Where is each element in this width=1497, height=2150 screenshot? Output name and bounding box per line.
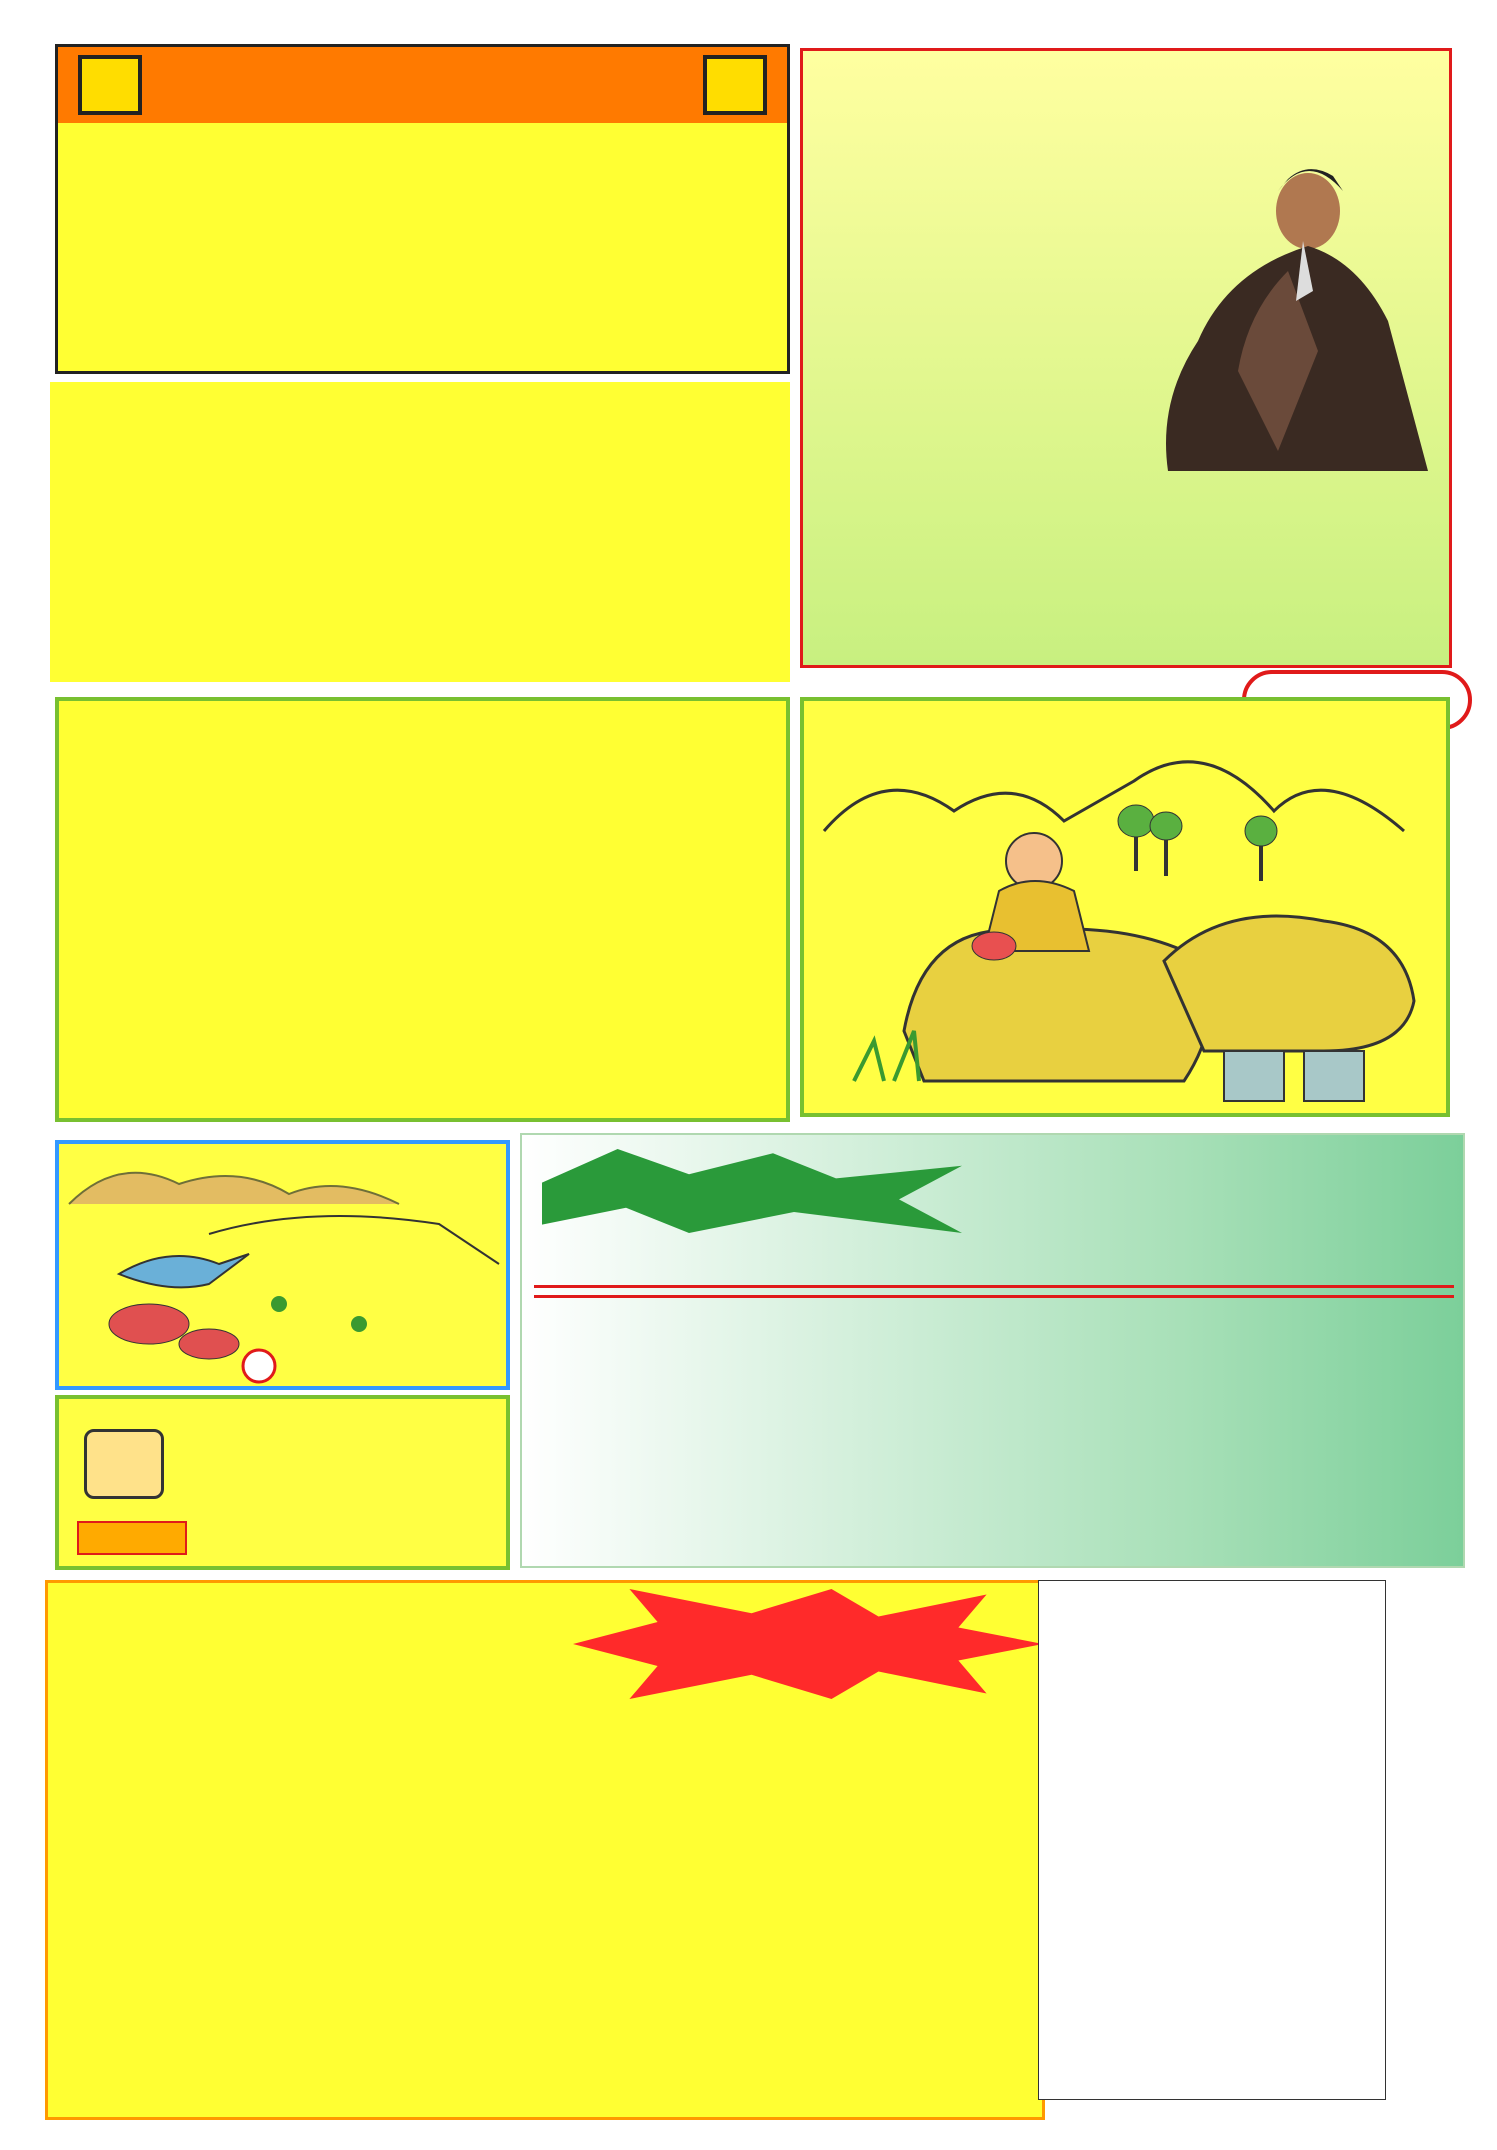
puzzle-hint-panel [55,1395,510,1570]
zodiac-poem-panel [55,44,790,374]
divider [534,1295,1454,1298]
flower-language-panel [55,697,790,1122]
zodiac-picks-panel [50,382,790,682]
frame-icon [703,55,767,115]
sage-illustration [1128,151,1453,481]
divider [534,1285,1454,1288]
bagua-panel [800,48,1452,668]
joke-banner-shape [542,1149,962,1233]
hint-badge [77,1521,187,1555]
zodiac-number-table [1038,1580,1386,2100]
puzzle-picture [800,697,1450,1117]
bird-landscape-illustration [59,1144,506,1386]
poem-header [58,47,787,123]
puzzle-picture [55,1140,510,1390]
zodiac-fortune-panel [45,1580,1045,2120]
vertical-title [1392,1600,1482,2110]
star-burst [573,1589,1043,1699]
left-border-strip [0,0,22,2150]
joke-panel [520,1133,1465,1568]
landscape-illustration [804,701,1446,1113]
writing-icon [84,1429,164,1499]
frame-icon [78,55,142,115]
